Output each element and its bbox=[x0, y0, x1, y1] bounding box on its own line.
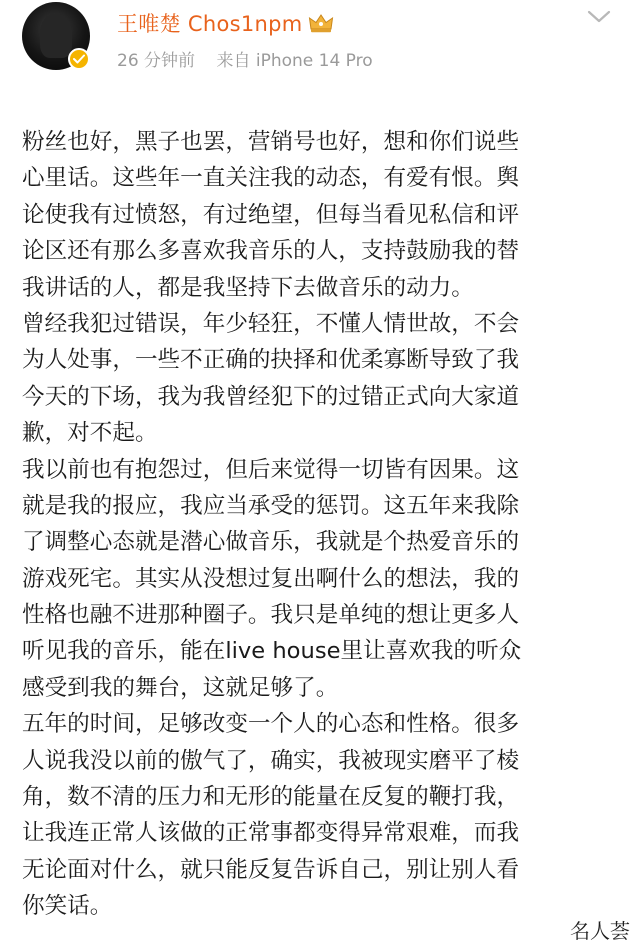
watermark: 名人荟 bbox=[570, 919, 630, 943]
chevron-down-icon[interactable] bbox=[586, 8, 612, 26]
post-paragraph bbox=[22, 452, 622, 707]
text-line: 感受到我的舞台，这就足够了。 bbox=[22, 674, 339, 701]
text-line: 论使我有过愤怒，有过绝望，但每当看见私信和评 bbox=[22, 201, 520, 228]
text-line: 听见我的音乐，能在live house里让喜欢我的听众 bbox=[22, 638, 522, 665]
text-line: 你笑话。 bbox=[22, 893, 113, 920]
text-line: 无论面对什么，就只能反复告诉自己，别让别人看 bbox=[22, 856, 520, 883]
post-header bbox=[0, 0, 640, 90]
avatar-figure bbox=[40, 14, 72, 58]
text-line: 心里话。这些年一直关注我的动态，有爱有恨。舆 bbox=[22, 165, 520, 192]
post-paragraph bbox=[22, 306, 622, 452]
text-line: 论区还有那么多喜欢我音乐的人，支持鼓励我的替 bbox=[22, 238, 520, 265]
post-time: 26 分钟前 bbox=[117, 51, 196, 71]
text-line: 我以前也有抱怨过，但后来觉得一切皆有因果。这 bbox=[22, 456, 520, 483]
post-source: 来自 iPhone 14 Pro bbox=[216, 51, 373, 71]
text-line: 曾经我犯过错误，年少轻狂，不懂人情世故，不会 bbox=[22, 310, 520, 337]
post-body bbox=[22, 124, 622, 925]
text-line: 性格也融不进那种圈子。我只是单纯的想让更多人 bbox=[22, 602, 520, 629]
text-line: 了调整心态就是潜心做音乐，我就是个热爱音乐的 bbox=[22, 529, 520, 556]
text-line: 我讲话的人，都是我坚持下去做音乐的动力。 bbox=[22, 274, 474, 301]
text-line: 角，数不清的压力和无形的能量在反复的鞭打我， bbox=[22, 784, 520, 811]
text-line: 五年的时间，足够改变一个人的心态和性格。很多 bbox=[22, 711, 520, 738]
text-line: 让我连正常人该做的正常事都变得异常艰难，而我 bbox=[22, 820, 520, 847]
verified-badge-icon bbox=[68, 48, 90, 70]
text-line: 人说我没以前的傲气了，确实，我被现实磨平了棱 bbox=[22, 747, 520, 774]
text-line: 今天的下场，我为我曾经犯下的过错正式向大家道 bbox=[22, 383, 520, 410]
text-line: 为人处事，一些不正确的抉择和优柔寡断导致了我 bbox=[22, 347, 520, 374]
text-line: 粉丝也好，黑子也罢，营销号也好，想和你们说些 bbox=[22, 129, 520, 155]
crown-badge-icon bbox=[308, 12, 334, 34]
text-line: 就是我的报应，我应当承受的惩罚。这五年来我除 bbox=[22, 492, 520, 519]
text-line: 游戏死宅。其实从没想过复出啊什么的想法，我的 bbox=[22, 565, 520, 592]
post-paragraph bbox=[22, 706, 622, 924]
text-line: 歉，对不起。 bbox=[22, 420, 158, 447]
post-paragraph bbox=[22, 124, 622, 306]
username[interactable]: 王唯楚 Chos1npm bbox=[117, 12, 303, 36]
post-meta bbox=[117, 46, 373, 71]
